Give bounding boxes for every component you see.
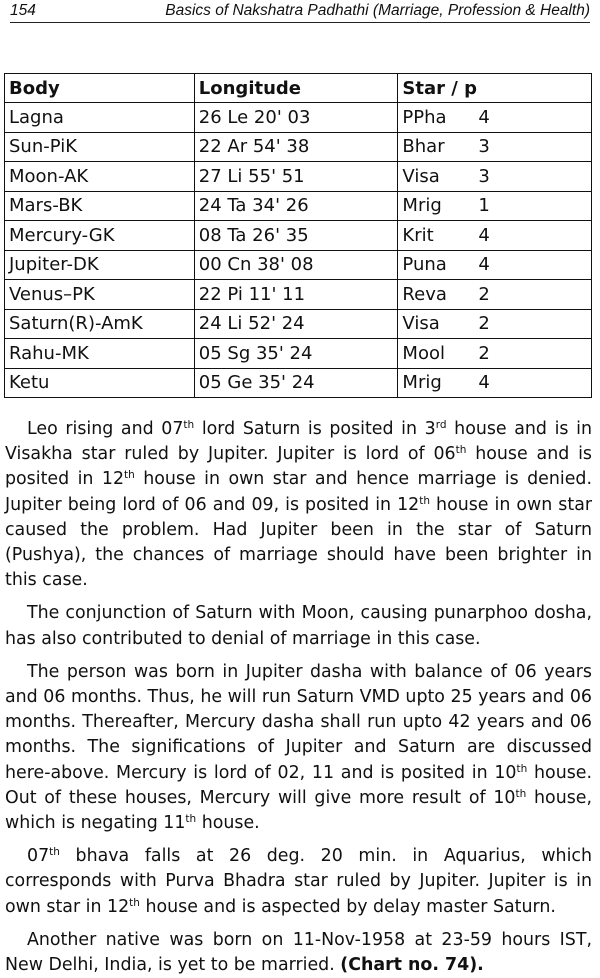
- table-row: [5, 191, 592, 221]
- cell-body: Lagna: [5, 103, 195, 133]
- pada-number: 4: [478, 106, 490, 128]
- paragraph-punarphoo-dosha: The conjunction of Saturn with Moon, causing punarphoo dosha, has also contributed to denial of marriage in this case.: [5, 603, 592, 649]
- pada-number: 3: [478, 136, 490, 158]
- pada-number: 2: [478, 342, 490, 364]
- pada-number: 2: [478, 313, 490, 335]
- text-run: 07: [27, 846, 50, 867]
- cell-longitude: 08 Ta 26' 35: [194, 221, 398, 251]
- cell-star-pada: [398, 132, 592, 162]
- pada-number: 4: [478, 254, 490, 276]
- superscript: rd: [435, 419, 447, 431]
- pada-number: 4: [478, 224, 490, 246]
- table-row: [5, 250, 592, 280]
- cell-star-pada: [398, 191, 592, 221]
- body-text: [5, 417, 592, 978]
- book-title: Basics of Nakshatra Padhathi (Marriage, Profession & Health): [165, 2, 590, 19]
- star-name: PPha: [402, 106, 447, 128]
- table-row: [5, 221, 592, 251]
- star-name: Krit: [402, 224, 434, 246]
- text-run: house and is posited in 12: [5, 444, 592, 490]
- column-header-star: Star / p: [398, 74, 592, 103]
- cell-star-pada: [398, 368, 592, 398]
- cell-longitude: 22 Pi 11' 11: [194, 280, 398, 310]
- table-row: [5, 280, 592, 310]
- pada-number: 3: [478, 165, 490, 187]
- star-name: Puna: [402, 254, 447, 276]
- cell-star-pada: [398, 162, 592, 192]
- cell-star-pada: [398, 103, 592, 133]
- paragraph-marriage-denial: [5, 417, 592, 593]
- pada-number: 2: [478, 283, 490, 305]
- table-row: [5, 103, 592, 133]
- cell-body: Moon-AK: [5, 162, 195, 192]
- superscript: th: [516, 762, 528, 775]
- table-row: [5, 309, 592, 339]
- cell-star-pada: [398, 339, 592, 369]
- running-header: [10, 0, 590, 23]
- text-run: bhava falls at 26 deg. 20 min. in Aquarius, which corresponds with Purva Bhadra star ruled by Jupiter. Jupiter is in own star in 12: [5, 846, 592, 917]
- table-body: [5, 103, 592, 398]
- text-run: house and is aspected by delay master Saturn.: [139, 896, 556, 917]
- cell-star-pada: [398, 280, 592, 310]
- paragraph-seventh-bhava: [5, 844, 592, 920]
- cell-longitude: 26 Le 20' 03: [194, 103, 398, 133]
- cell-longitude: 22 Ar 54' 38: [194, 132, 398, 162]
- star-name: Reva: [402, 283, 447, 305]
- text-run: house in own star and hence marriage is denied. Jupiter being lord of 06 and 09, is posited in 12: [5, 469, 592, 515]
- text-run: lord Saturn is posited in 3: [194, 419, 436, 439]
- text-run: house, which is negating 11: [5, 787, 593, 834]
- cell-star-pada: [398, 309, 592, 339]
- star-name: Visa: [402, 313, 440, 335]
- pada-number: 4: [478, 372, 490, 394]
- text-run: house and is in Visakha star ruled by Jupiter. Jupiter is lord of 06: [5, 419, 592, 465]
- superscript: th: [49, 846, 60, 859]
- cell-body: Jupiter-DK: [5, 250, 195, 280]
- cell-body: Rahu-MK: [5, 339, 195, 369]
- cell-body: Mars-BK: [5, 191, 195, 221]
- table-row: [5, 132, 592, 162]
- text-run: Leo rising and 07: [27, 419, 184, 439]
- cell-longitude: 05 Sg 35' 24: [194, 339, 398, 369]
- column-header-body: Body: [5, 74, 195, 103]
- superscript: th: [419, 494, 431, 507]
- cell-body: Ketu: [5, 368, 195, 398]
- chart-reference: (Chart no. 74).: [340, 955, 484, 976]
- superscript: th: [124, 469, 135, 482]
- paragraph-dasha-periods: [5, 660, 592, 836]
- page-number: 154: [10, 2, 36, 19]
- text-run: house in own star caused the problem. Had Jupiter been in the star of Saturn (Pushya), the chances of marriage should have been brighter in this case.: [5, 494, 592, 591]
- text-run: house. Out of these houses, Mercury will give more result of 10: [5, 762, 593, 808]
- cell-longitude: 27 Li 55' 51: [194, 162, 398, 192]
- pada-number: 1: [478, 195, 490, 217]
- table-row: [5, 339, 592, 369]
- planet-longitude-table: [4, 73, 592, 398]
- text-run: house.: [196, 813, 260, 834]
- cell-body: Saturn(R)-AmK: [5, 309, 195, 339]
- superscript: th: [185, 813, 197, 826]
- cell-longitude: 00 Cn 38' 08: [194, 250, 398, 280]
- superscript: th: [455, 444, 467, 457]
- star-name: Mool: [402, 342, 445, 364]
- cell-body: Sun-PiK: [5, 132, 195, 162]
- table-row: [5, 162, 592, 192]
- cell-longitude: 24 Ta 34' 26: [194, 191, 398, 221]
- cell-longitude: 05 Ge 35' 24: [194, 368, 398, 398]
- text-run: The person was born in Jupiter dasha with balance of 06 years and 06 months. Thus, he will run Saturn VMD upto 25 years and 06 months. Thereafter, Mercury dasha shall run upto 42 years and 06 months. The significations of Jupiter and Saturn are discussed here-above. Mercury is lord of 02, 11 and is posited in 10: [5, 661, 592, 783]
- cell-star-pada: [398, 221, 592, 251]
- superscript: th: [129, 896, 140, 909]
- superscript: th: [515, 787, 527, 800]
- superscript: th: [183, 419, 195, 431]
- cell-body: Venus–PK: [5, 280, 195, 310]
- table-header-row: [5, 74, 592, 103]
- star-name: Mrig: [402, 372, 442, 394]
- cell-longitude: 24 Li 52' 24: [194, 309, 398, 339]
- star-name: Visa: [402, 165, 440, 187]
- cell-star-pada: [398, 250, 592, 280]
- text-run: Another native was born on 11-Nov-1958 at 23-59 hours IST, New Delhi, India, is yet to be married.: [5, 929, 592, 976]
- column-header-longitude: Longitude: [194, 74, 398, 103]
- paragraph-another-native: [5, 928, 592, 978]
- star-name: Mrig: [402, 195, 442, 217]
- table-row: [5, 368, 592, 398]
- cell-body: Mercury-GK: [5, 221, 195, 251]
- star-name: Bhar: [402, 136, 445, 158]
